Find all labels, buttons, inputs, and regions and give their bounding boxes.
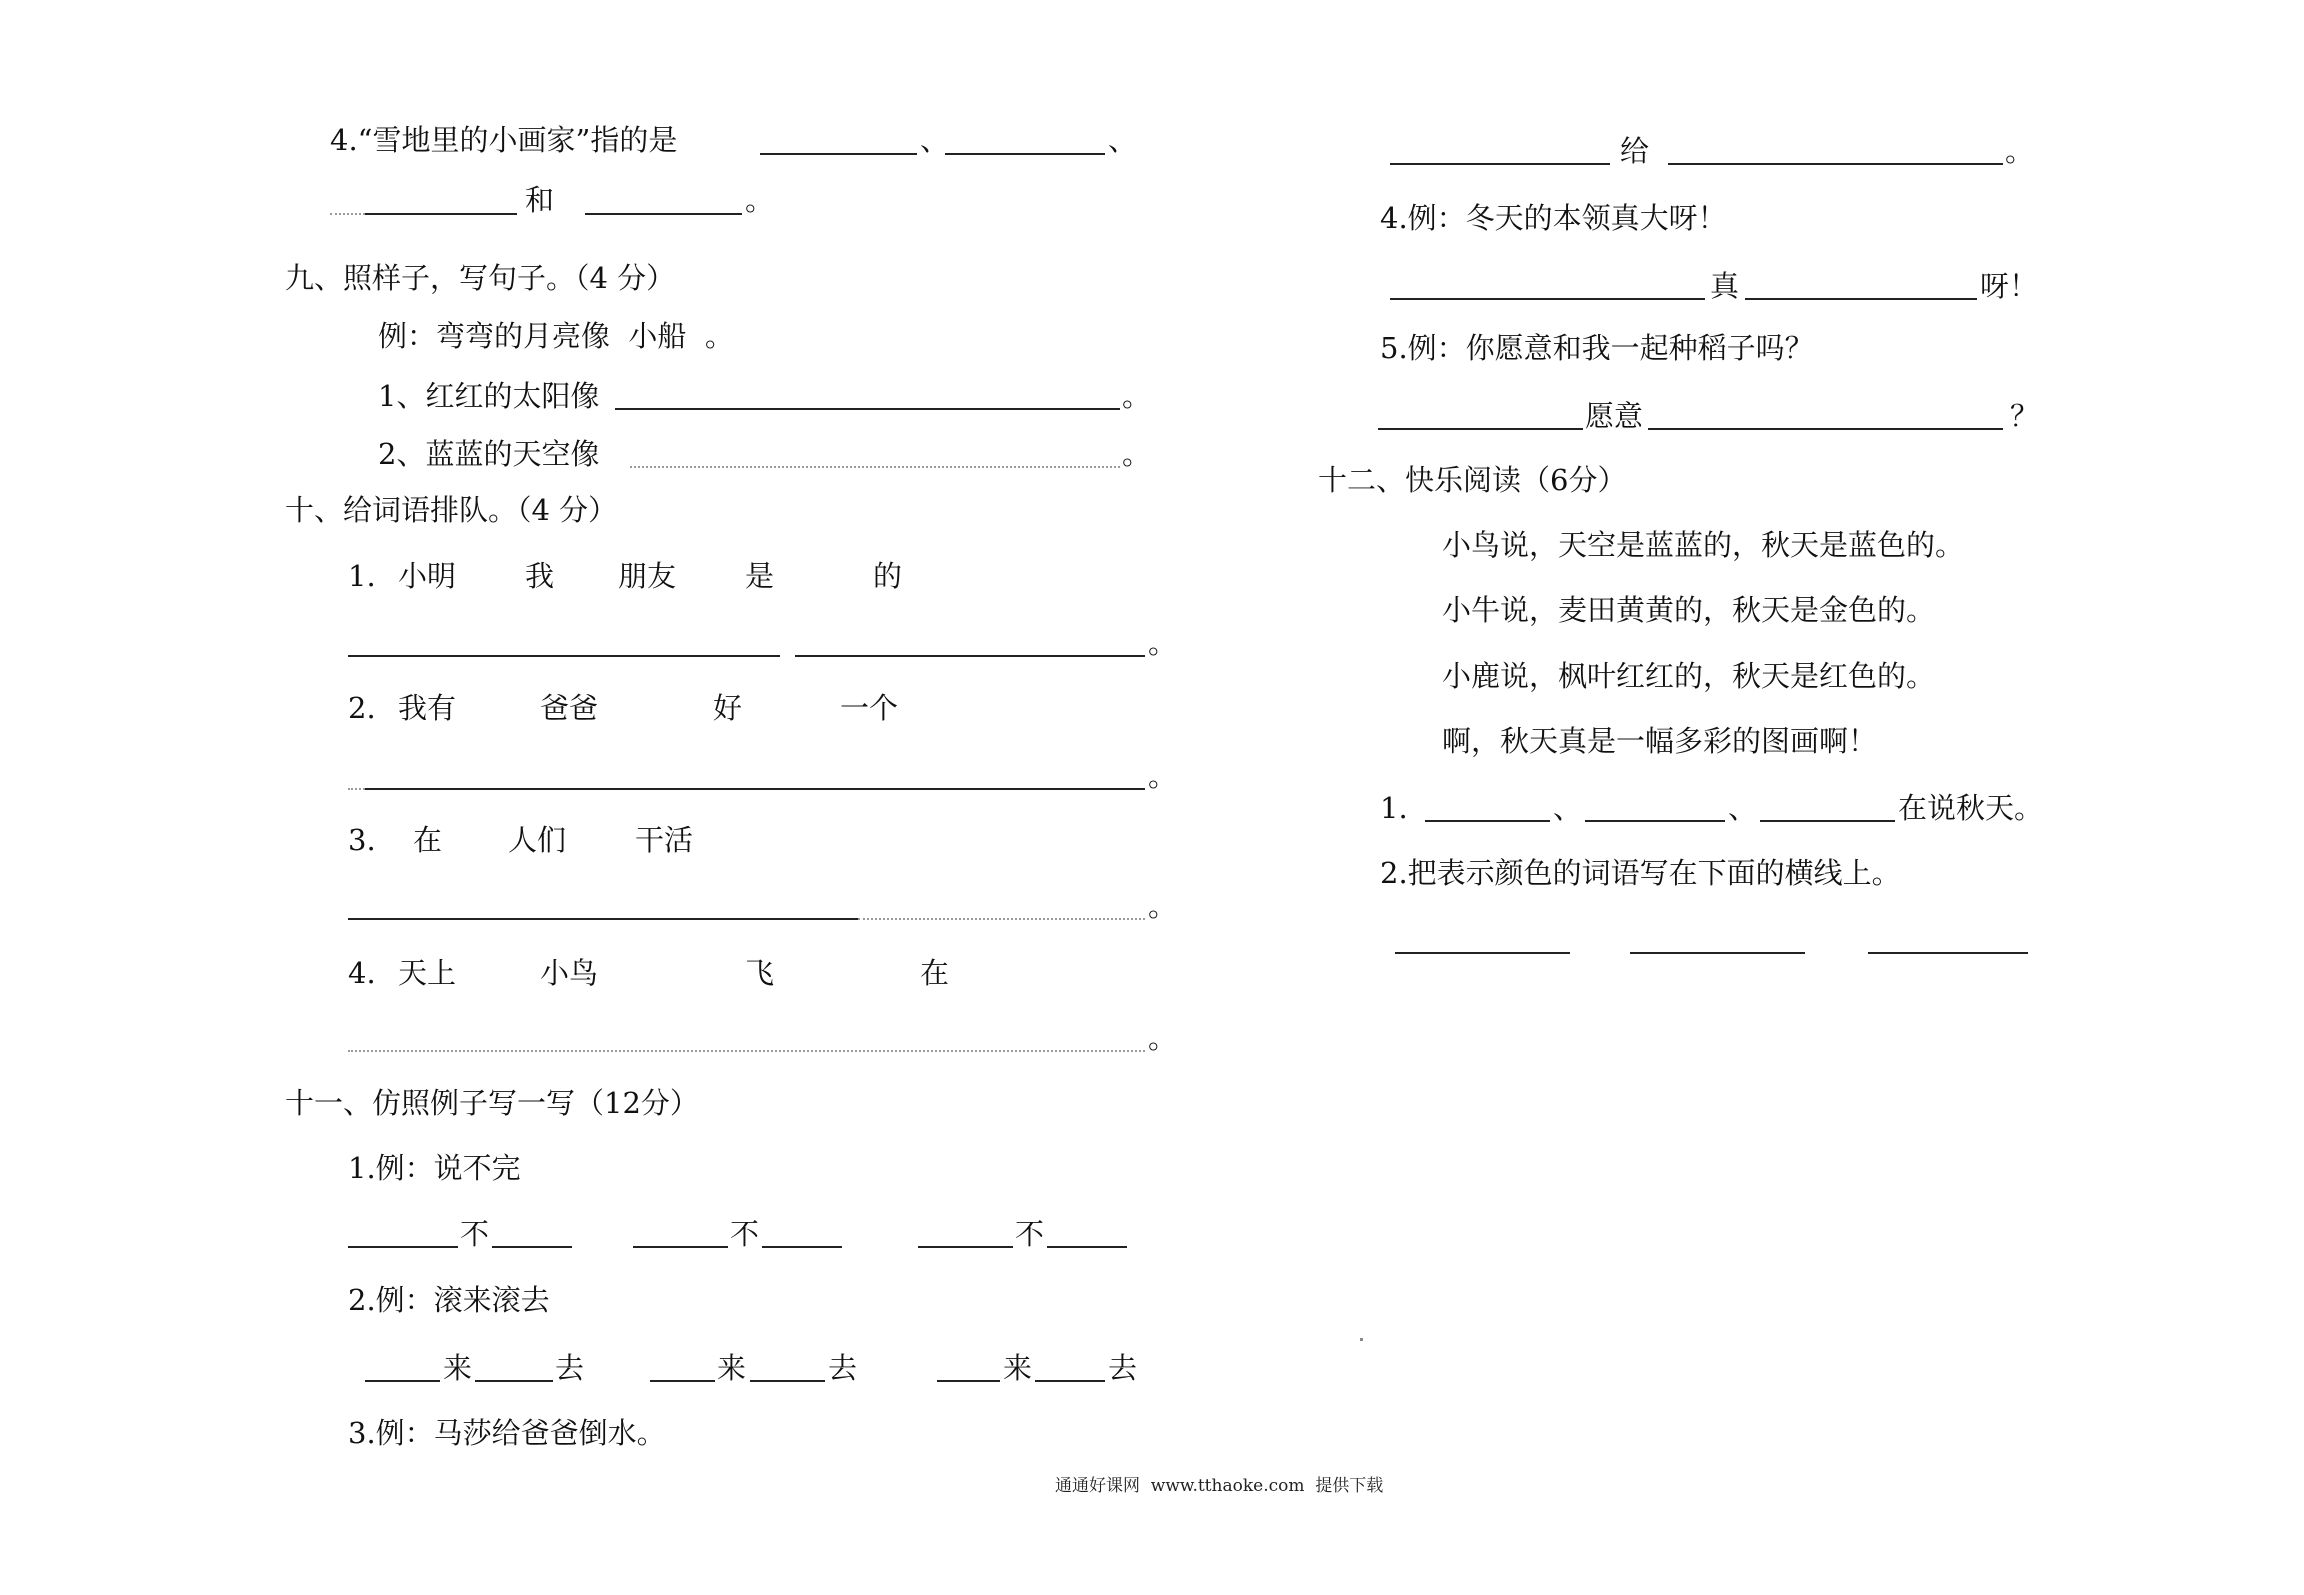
end-mark: 。 (1148, 1021, 1178, 1055)
fixed-word: 愿意 (1585, 399, 1644, 433)
word-tile: 飞 (745, 956, 775, 990)
fixed-char: 来 (443, 1351, 473, 1385)
footer-credit: 通通好课网 www.tthaoke.com 提供下载 (1055, 1476, 1384, 1496)
fixed-char: 去 (555, 1351, 585, 1385)
section-12-title: 十二、快乐阅读（6分） (1318, 463, 1627, 497)
answer-blank[interactable] (365, 213, 517, 215)
word-tile: 的 (873, 559, 903, 593)
answer-dotted-blank[interactable] (858, 918, 1145, 920)
end-mark: 。 (2005, 134, 2035, 168)
answer-blank[interactable] (1868, 952, 2028, 954)
answer-blank[interactable] (615, 408, 1120, 410)
fixed-word: 给 (1620, 134, 1650, 168)
answer-blank[interactable] (762, 1246, 842, 1248)
end-mark: 。 (1122, 379, 1152, 413)
end-mark: 。 (1122, 437, 1152, 471)
word-tile: 干活 (635, 823, 694, 857)
word-tile: 在 (920, 956, 950, 990)
answer-blank[interactable] (1035, 1380, 1105, 1382)
word-tile: 小鸟 (540, 956, 599, 990)
section-9-title: 九、照样子，写句子。（4 分） (285, 261, 676, 295)
answer-blank[interactable] (1047, 1246, 1127, 1248)
section-11-example-3: 3.例：马莎给爸爸倒水。 (348, 1416, 666, 1450)
answer-blank[interactable] (650, 1380, 715, 1382)
section-9-example: 例：弯弯的月亮像 小船 。 (378, 319, 734, 353)
section-9-item-2: 2、蓝蓝的天空像 (378, 437, 600, 471)
answer-blank[interactable] (348, 655, 780, 657)
answer-blank[interactable] (750, 1380, 825, 1382)
answer-blank[interactable] (1760, 820, 1895, 822)
answer-blank[interactable] (348, 1246, 458, 1248)
fixed-char: 来 (1003, 1351, 1033, 1385)
answer-blank[interactable] (945, 153, 1105, 155)
answer-blank[interactable] (585, 213, 742, 215)
end-mark: 呀！ (1980, 269, 2039, 303)
item-number: 4. (348, 956, 376, 990)
fixed-char: 来 (717, 1351, 747, 1385)
answer-blank[interactable] (1390, 163, 1610, 165)
answer-blank[interactable] (365, 788, 1145, 790)
word-tile: 是 (745, 559, 775, 593)
guide-dots (348, 788, 365, 790)
poem-line: 小牛说，麦田黄黄的，秋天是金色的。 (1442, 593, 1936, 627)
answer-blank[interactable] (937, 1380, 1000, 1382)
separator: 、 (1553, 791, 1583, 825)
item-number: 3. (348, 823, 376, 857)
q8-item4-text: 4.“雪地里的小画家”指的是 (330, 123, 678, 157)
word-tile: 朋友 (618, 559, 677, 593)
section-11-example-1: 1.例：说不完 (348, 1151, 521, 1185)
answer-blank[interactable] (1630, 952, 1805, 954)
fixed-char: 不 (460, 1217, 490, 1251)
word-tile: 一个 (840, 691, 899, 725)
reading-q2: 2.把表示颜色的词语写在下面的横线上。 (1380, 856, 1901, 890)
answer-blank[interactable] (365, 1380, 440, 1382)
separator: 、 (1108, 123, 1138, 157)
answer-blank[interactable] (492, 1246, 572, 1248)
right-example-5: 5.例：你愿意和我一起种稻子吗？ (1380, 331, 1814, 365)
poem-line: 小鹿说，枫叶红红的，秋天是红色的。 (1442, 659, 1936, 693)
answer-blank[interactable] (760, 153, 917, 155)
right-example-4: 4.例：冬天的本领真大呀！ (1380, 201, 1727, 235)
answer-blank[interactable] (348, 918, 858, 920)
section-11-title: 十一、仿照例子写一写（12分） (285, 1086, 699, 1120)
reading-q1-number: 1. (1380, 791, 1408, 825)
answer-blank[interactable] (1425, 820, 1550, 822)
answer-blank[interactable] (1745, 298, 1977, 300)
fixed-char: 不 (1015, 1217, 1045, 1251)
word-tile: 天上 (398, 956, 457, 990)
poem-line: 小鸟说，天空是蓝蓝的，秋天是蓝色的。 (1442, 528, 1965, 562)
answer-blank[interactable] (633, 1246, 728, 1248)
answer-blank[interactable] (1668, 163, 2003, 165)
end-mark: 。 (745, 183, 775, 217)
separator: 、 (920, 123, 950, 157)
word-tile: 在 (413, 823, 443, 857)
item-number: 2. (348, 691, 376, 725)
answer-dotted-blank[interactable] (348, 1050, 1145, 1052)
word-tile: 我 (525, 559, 555, 593)
fixed-word: 真 (1710, 269, 1740, 303)
answer-blank[interactable] (1378, 428, 1583, 430)
answer-blank[interactable] (475, 1380, 553, 1382)
separator: 、 (1728, 791, 1758, 825)
poem-line: 啊，秋天真是一幅多彩的图画啊！ (1442, 724, 1878, 758)
word-tile: 我有 (398, 691, 457, 725)
section-11-example-2: 2.例：滚来滚去 (348, 1283, 550, 1317)
answer-blank[interactable] (1648, 428, 2003, 430)
answer-blank[interactable] (1395, 952, 1570, 954)
word-tile: 人们 (508, 823, 567, 857)
end-mark: 。 (1148, 889, 1178, 923)
fixed-char: 不 (730, 1217, 760, 1251)
word-tile: 小明 (398, 559, 457, 593)
item-number: 1. (348, 559, 376, 593)
section-10-title: 十、给词语排队。（4 分） (285, 493, 618, 527)
end-mark: ？ (2010, 399, 2040, 433)
scan-speck (1360, 1338, 1363, 1341)
end-mark: 。 (1148, 759, 1178, 793)
guide-dots (330, 213, 365, 215)
word-tile: 爸爸 (540, 691, 599, 725)
answer-dotted-blank[interactable] (630, 466, 1120, 468)
end-mark: 。 (1148, 626, 1178, 660)
reading-q1-tail: 在说秋天。 (1898, 791, 2044, 825)
word-tile: 好 (713, 691, 743, 725)
fixed-char: 去 (1108, 1351, 1138, 1385)
answer-blank[interactable] (1585, 820, 1725, 822)
answer-blank[interactable] (918, 1246, 1013, 1248)
and-word: 和 (525, 183, 555, 217)
section-9-item-1: 1、红红的太阳像 (378, 379, 600, 413)
answer-blank[interactable] (1390, 298, 1705, 300)
answer-blank[interactable] (795, 655, 1145, 657)
fixed-char: 去 (828, 1351, 858, 1385)
